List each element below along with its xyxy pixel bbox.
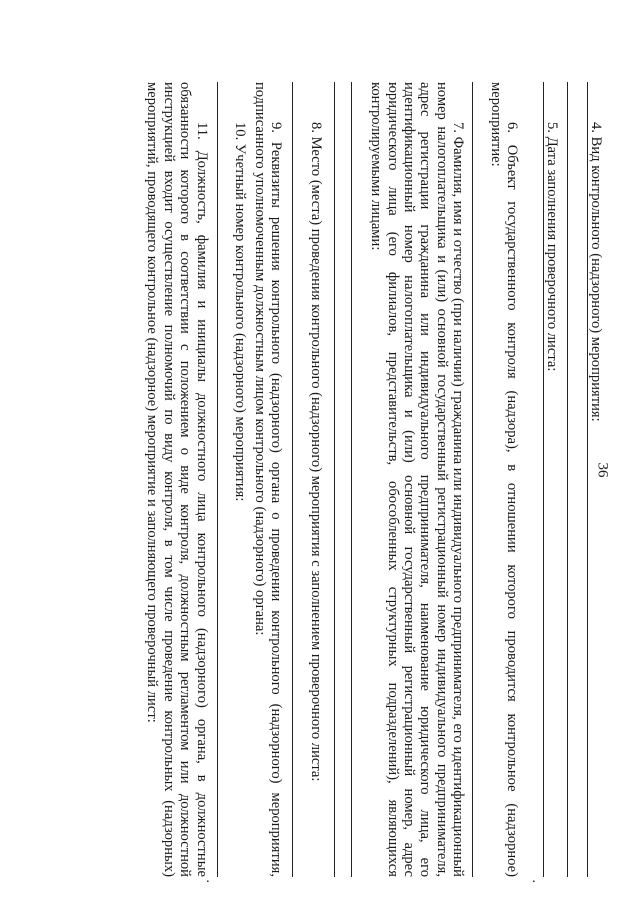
item-7-row <box>368 82 472 877</box>
item-9-text: 9. Реквизиты решения контрольного (надзорного) органа о проведении контрольного (надзорного) мероприятия, подписанного уполномоченным должностным лицом контрольного (надзорного) органа: <box>251 82 285 877</box>
page-number: 36 <box>594 462 611 478</box>
item-11-row <box>144 82 216 877</box>
item-4-row <box>566 82 610 877</box>
item-6-row <box>487 82 524 877</box>
item-8-row <box>307 82 333 877</box>
item-10-row: 10. Учетный номер контрольного (надзорного) мероприятия: . <box>216 82 252 877</box>
item-4-label: 4. Вид контрольного (надзорного) мероприятия: <box>588 122 604 422</box>
item-4-line <box>587 82 588 877</box>
item-5-row: 5. Дата заполнения проверочного листа: . <box>524 82 566 877</box>
item-6-line <box>472 82 487 877</box>
item-11-text: 11. Должность, фамилия и инициалы должностного лица контрольного (надзорного) органа, в должностные обязанности которого в соответствии с положением о виде контроля, должностным регламентом или должностной инструкцией входит осуществление полномочий по виду контроля, в том числе проведение контрольных (надзорных) мероприятий, проводящего контрольное (надзорное) мероприятие и заполняющего проверочный лист: <box>144 82 210 877</box>
item-5-line <box>543 82 544 877</box>
item-7-line <box>351 82 368 877</box>
item-7-line-2 <box>334 82 351 877</box>
rotated-page <box>50 82 610 883</box>
item-10-label: 10. Учетный номер контрольного (надзорного) мероприятия: <box>231 122 248 502</box>
checklist-content <box>144 82 610 883</box>
item-4-line-2 <box>567 82 568 877</box>
item-7-text: 7. Фамилия, имя и отчество (при наличии) гражданина или индивидуального предпринимателя, его идентификационный номер налогоплательщика и (или) основной государственный регистрационный номер индивидуального предпринимателя, адрес регистрации гражданина или индивидуального предпринимателя, наименование юридического лица, его идентификационный номер налогоплательщика и (или) основной государственный регистрационный номер, адрес юридического лица (его филиалов, представительств, обособленных структурных подразделений), являющихся контролируемыми лицами: <box>368 82 467 877</box>
item-8-line <box>292 82 307 877</box>
item-10-line <box>217 82 218 877</box>
item-5-label: 5. Дата заполнения проверочного листа: <box>544 122 560 372</box>
item-6-text: 6. Объект государственного контроля (надзора), в отношении которого проводится контрольное (надзорное) мероприятие: <box>487 82 520 877</box>
item-9-row <box>252 82 293 877</box>
item-8-text: 8. Место (места) проведения контрольного (надзорного) мероприятия с заполнением проверочного листа: <box>307 122 324 782</box>
